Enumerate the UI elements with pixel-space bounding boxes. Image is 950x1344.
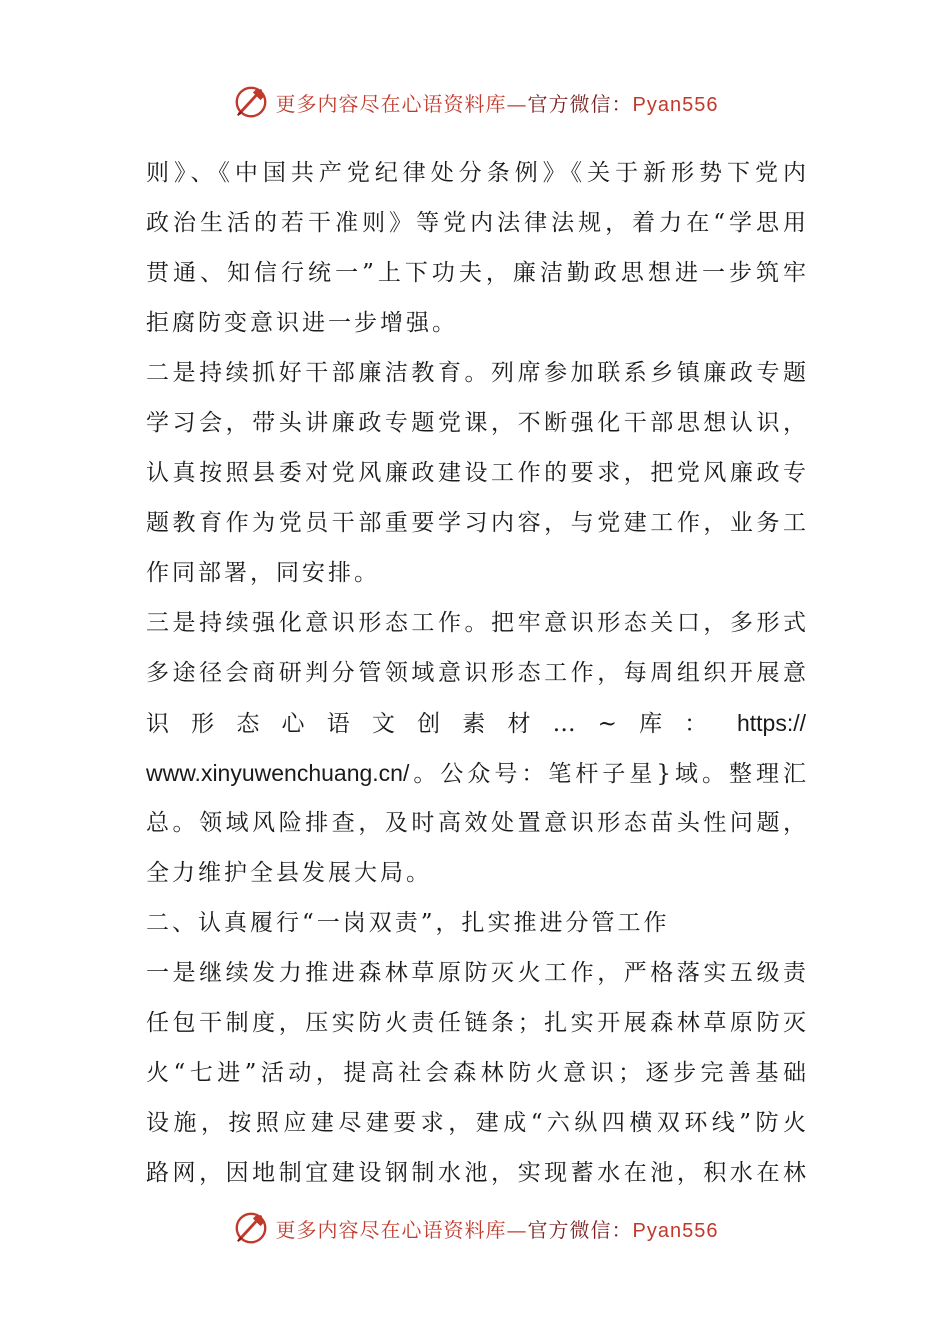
- footer-text: [276, 1214, 719, 1243]
- body-line: 一是继续发力推进森林草原防灭火工作，严格落实五级责: [146, 960, 806, 986]
- url-text-part2[interactable]: www.xinyuwenchuang.cn/: [146, 760, 410, 786]
- body-line-with-url: [146, 698, 806, 748]
- document-body: [146, 148, 806, 1198]
- body-line-suffix: 。公众号：笔杆子星}域。整理汇: [409, 761, 806, 787]
- pen-logo-icon: [232, 1209, 270, 1247]
- body-line: 作同部署，同安排。: [146, 560, 380, 586]
- body-line: 拒腐防变意识进一步增强。: [146, 310, 458, 336]
- url-text-part1[interactable]: https://: [736, 710, 806, 736]
- body-line: 政治生活的若干准则》等党内法律法规，着力在“学思用: [146, 210, 806, 236]
- body-line: 三是持续强化意识形态工作。把牢意识形态关口，多形式: [146, 610, 806, 636]
- header-dash: —: [506, 91, 528, 116]
- body-line-url-continuation: [146, 748, 806, 798]
- body-line: 火“七进”活动，提高社会森林防火意识；逐步完善基础: [146, 1060, 806, 1086]
- header-main-text: 更多内容尽在心语资料库: [275, 91, 507, 116]
- header-banner: [0, 80, 950, 124]
- section-heading: 二、认真履行“一岗双责”，扎实推进分管工作: [146, 910, 670, 936]
- header-wechat-handle: Pyan556: [632, 93, 719, 116]
- footer-banner: [0, 1206, 950, 1250]
- body-line: 认真按照县委对党风廉政建设工作的要求，把党风廉政专: [146, 460, 806, 486]
- footer-wechat-handle: Pyan556: [632, 1219, 719, 1242]
- body-line: 设施，按照应建尽建要求，建成“六纵四横双环线”防火: [146, 1110, 806, 1136]
- body-line: 总。领域风险排查，及时高效处置意识形态苗头性问题，: [146, 810, 806, 836]
- header-text: [276, 88, 719, 117]
- body-line: 题教育作为党员干部重要学习内容，与党建工作，业务工: [146, 510, 806, 536]
- footer-wechat-label: 官方微信：: [527, 1217, 633, 1242]
- header-wechat-label: 官方微信：: [527, 91, 633, 116]
- pen-logo-icon: [232, 83, 270, 121]
- body-line: 多途径会商研判分管领域意识形态工作，每周组织开展意: [146, 660, 806, 686]
- body-line: 学习会，带头讲廉政专题党课，不断强化干部思想认识，: [146, 410, 806, 436]
- body-line: 二是持续抓好干部廉洁教育。列席参加联系乡镇廉政专题: [146, 360, 806, 386]
- body-line: 任包干制度，压实防火责任链条；扎实开展森林草原防灭: [146, 1010, 806, 1036]
- body-line: 全力维护全县发展大局。: [146, 860, 432, 886]
- footer-main-text: 更多内容尽在心语资料库: [275, 1217, 507, 1242]
- body-line: 则》、《中国共产党纪律处分条例》《关于新形势下党内: [146, 160, 806, 186]
- body-line: 路网，因地制宜建设钢制水池，实现蓄水在池，积水在林: [146, 1160, 806, 1186]
- footer-dash: —: [506, 1217, 528, 1242]
- body-line-prefix: 识形态心语文创素材…~库：: [146, 711, 730, 737]
- body-line: 贯通、知信行统一”上下功夫，廉洁勤政思想进一步筑牢: [146, 260, 806, 286]
